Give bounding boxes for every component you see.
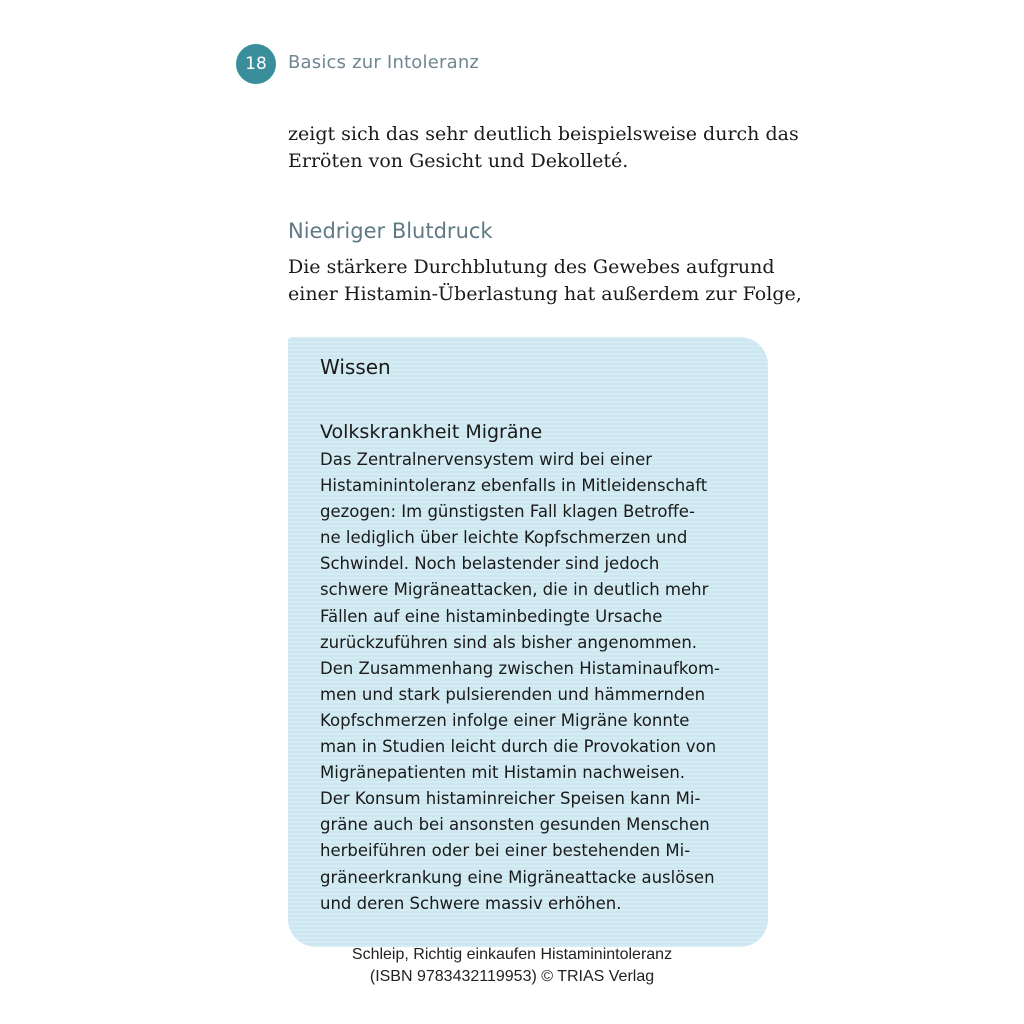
text-line: man in Studien leicht durch die Provokation von	[320, 737, 717, 757]
text-line: gräne auch bei ansonsten gesunden Menschen	[320, 815, 710, 835]
text-line: Histaminintoleranz ebenfalls in Mitleidenschaft	[320, 476, 708, 496]
text-line: Fällen auf eine histaminbedingte Ursache	[320, 606, 663, 626]
text-line: zurückzuführen sind als bisher angenommen.	[320, 632, 698, 652]
text-line: schwere Migräneattacken, die in deutlich mehr	[320, 580, 709, 600]
info-box	[288, 337, 768, 947]
text-line: Den Zusammenhang zwischen Histaminaufkom-	[320, 658, 720, 678]
text-line: einer Histamin-Überlastung hat außerdem zur Folge,	[288, 283, 802, 305]
info-box-title: Volkskrankheit Migräne	[320, 421, 543, 443]
text-line: gezogen: Im günstigsten Fall klagen Betroffe-	[320, 502, 695, 522]
footer-line: (ISBN 9783432119953) © TRIAS Verlag	[369, 968, 655, 985]
text-line: Die stärkere Durchblutung des Gewebes aufgrund	[288, 256, 775, 278]
section-heading: Niedriger Blutdruck	[288, 219, 493, 243]
page-number-badge: 18	[236, 44, 276, 84]
info-box-body	[320, 447, 720, 917]
text-line: gräneerkrankung eine Migräneattacke auslösen	[320, 867, 715, 887]
paragraph-intro	[288, 121, 799, 175]
text-line: zeigt sich das sehr deutlich beispielsweise durch das	[288, 123, 799, 145]
text-line: Der Konsum histaminreicher Speisen kann Mi-	[320, 789, 701, 809]
text-line: herbeiführen oder bei einer bestehenden Mi-	[320, 841, 691, 861]
info-box-label: Wissen	[320, 355, 391, 379]
footer-citation	[312, 944, 712, 988]
text-line: und deren Schwere massiv erhöhen.	[320, 893, 622, 913]
footer-line: Schleip, Richtig einkaufen Histaminintoleranz	[351, 946, 673, 963]
text-line: men und stark pulsierenden und hämmernden	[320, 684, 706, 704]
text-line: ne lediglich über leichte Kopfschmerzen und	[320, 528, 688, 548]
text-line: Erröten von Gesicht und Dekolleté.	[288, 150, 629, 172]
running-title: Basics zur Intoleranz	[288, 52, 480, 73]
text-line: Migränepatienten mit Histamin nachweisen.	[320, 763, 686, 783]
text-line: Kopfschmerzen infolge einer Migräne konnte	[320, 710, 690, 730]
text-line: Schwindel. Noch belastender sind jedoch	[320, 554, 660, 574]
text-line: Das Zentralnervensystem wird bei einer	[320, 450, 653, 469]
paragraph-blood-pressure	[288, 254, 802, 308]
